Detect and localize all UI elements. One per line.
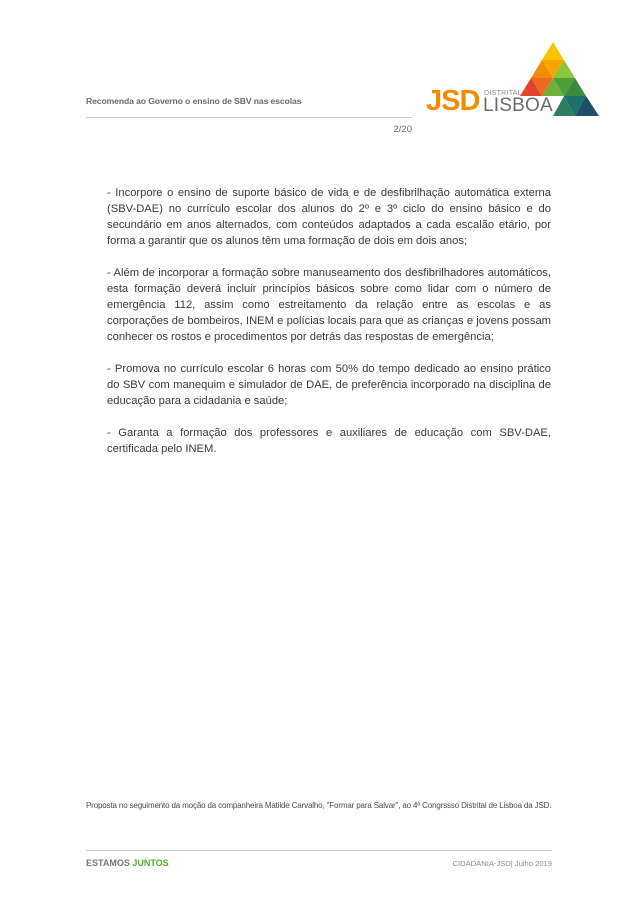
recommendations-body — [107, 185, 551, 473]
footer-slogan-prefix: ESTAMOS — [86, 858, 133, 868]
jsd-lisboa-logo — [426, 42, 601, 120]
footnote: Proposta no seguimento da moção da companheira Matilde Carvalho, "Formar para Salvar", ao 4º Congrssso Distrital de Lisboa da JSD. — [86, 801, 552, 810]
page-number: 2/20 — [393, 124, 412, 135]
logo-distrital-text: DISTRITAL — [484, 90, 522, 97]
logo-jsd-text: JSD — [426, 85, 480, 117]
footer-divider — [86, 850, 552, 851]
paragraph-practical-hours: - Promova no currículo escolar 6 horas com 50% do tempo dedicado ao ensino prático do SBV com manequim e simulador de DAE, de preferência incorporado na disciplina de educação para a cidadania e saúde; — [107, 363, 551, 407]
paragraph-teacher-training: - Garanta a formação dos professores e auxiliares de educação com SBV-DAE, certificada pelo INEM. — [107, 427, 551, 455]
footer-document-info: CIDADANIA-JSD| Julho 2019 — [452, 859, 552, 868]
header-divider — [86, 117, 412, 118]
footer-slogan — [86, 858, 169, 868]
paragraph-defibrillator-training: - Além de incorporar a formação sobre manuseamento dos desfibrilhadores automáticos, esta formação deverá incluir princípios básicos sobre como lidar com o número de emergência 112, assim como estreitamento da relação entre as escolas e as corporações de bombeiros, INEM e polícias locais para que as crianças e jovens possam conhecer os rostos e procedimentos por detrás das respostas de emergência; — [107, 267, 551, 343]
paragraph-sbv-curriculum: - Incorpore o ensino de suporte básico de vida e de desfibrilhação automática externa (SBV-DAE) no currículo escolar dos alunos do 2º e 3º ciclo do ensino básico e do secundário em anos alternados, com conteúdos adaptados a cada escalão etário, por forma a garantir que os alunos têm uma formação de dois em dois anos; — [107, 187, 551, 247]
footer-slogan-accent: JUNTOS — [132, 858, 169, 868]
logo-lisboa-text: LISBOA — [483, 95, 553, 116]
header-title: Recomenda ao Governo o ensino de SBV nas escolas — [86, 96, 302, 106]
